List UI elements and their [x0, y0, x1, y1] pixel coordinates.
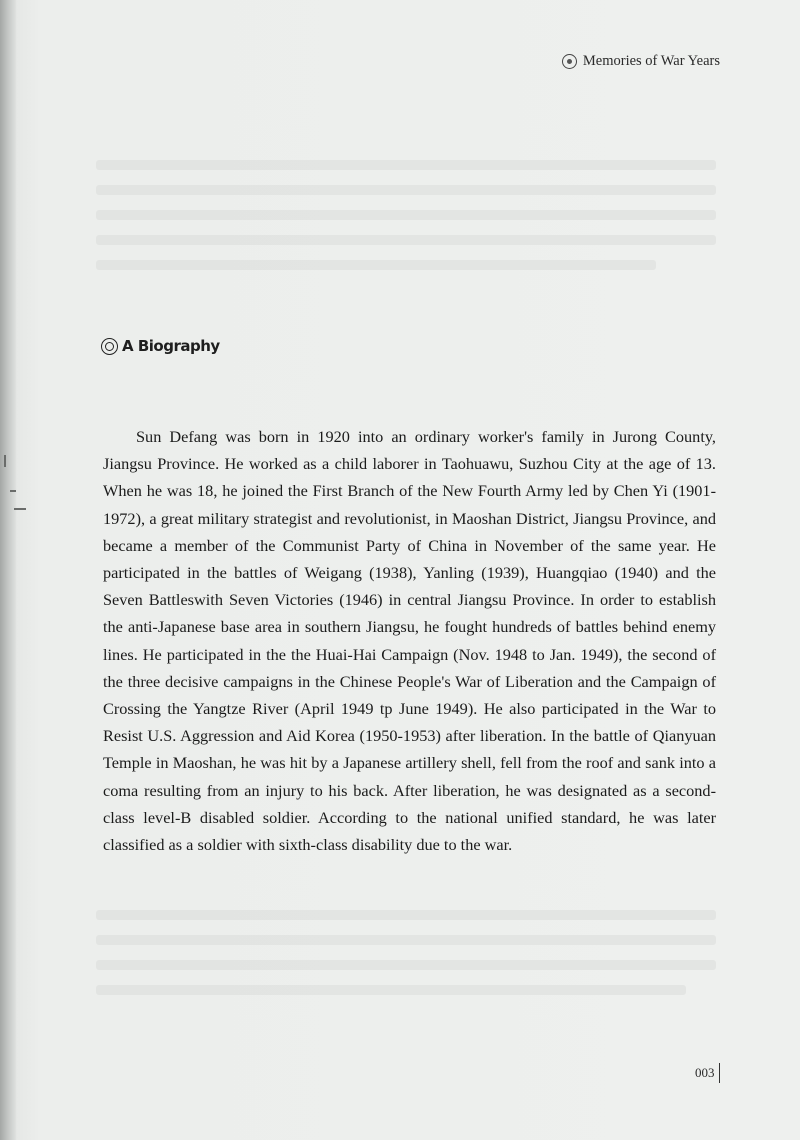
body-paragraph: Sun Defang was born in 1920 into an ordinary worker's family in Jurong County, Jiangsu Province. He worked as a child laborer in Taohuawu, Suzhou City at the age of 13. When he was 18, he joined the First Branch of the New Fourth Army led by Chen Yi (1901-1972), a great military strategist and revolutionist, in Maoshan District, Jiangsu Province, and became a member of the Communist Party of China in November of the same year. He participated in the battles of Weigang (1938), Yanling (1939), Huangqiao (1940) and the Seven Battleswith Seven Victories (1946) in central Jiangsu Province. In order to establish the anti-Japanese base area in southern Jiangsu, he fought hundreds of battles behind enemy lines. He participated in the the Huai-Hai Campaign (Nov. 1948 to Jan. 1949), the second of the three decisive campaigns in the Chinese People's War of Liberation and the Campaign of Crossing the Yangtze River (April 1949 tp June 1949). He also participated in the War to Resist U.S. Aggression and Aid Korea (1950-1953) after liberation. In the battle of Qianyuan Temple in Maoshan, he was hit by a Japanese artillery shell, fell from the roof and sank into a coma resulting from an injury to his back. After liberation, he was designated as a second-class level-B disabled soldier. According to the national unified standard, he was later classified as a soldier with sixth-class disability due to the war. [103, 427, 716, 855]
show-through-line [96, 185, 716, 195]
page-number-text: 003 [695, 1065, 715, 1080]
double-circle-icon [101, 338, 118, 355]
edge-mark [14, 508, 26, 510]
edge-mark [10, 490, 16, 492]
page-number-rule [719, 1063, 721, 1083]
show-through-line [96, 985, 686, 995]
edge-mark [4, 455, 6, 467]
book-spine-shadow [0, 0, 16, 1140]
show-through-line [96, 935, 716, 945]
running-header-title: Memories of War Years [582, 53, 720, 69]
show-through-line [96, 235, 716, 245]
page-number [695, 1063, 720, 1083]
section-heading [101, 337, 220, 355]
section-heading-text: A Biography [122, 337, 220, 355]
show-through-line [96, 210, 716, 220]
running-header [562, 53, 720, 70]
show-through-line [96, 960, 716, 970]
show-through-line [96, 910, 716, 920]
circled-dot-icon [562, 54, 577, 69]
show-through-line [96, 260, 656, 270]
show-through-line [96, 160, 716, 170]
